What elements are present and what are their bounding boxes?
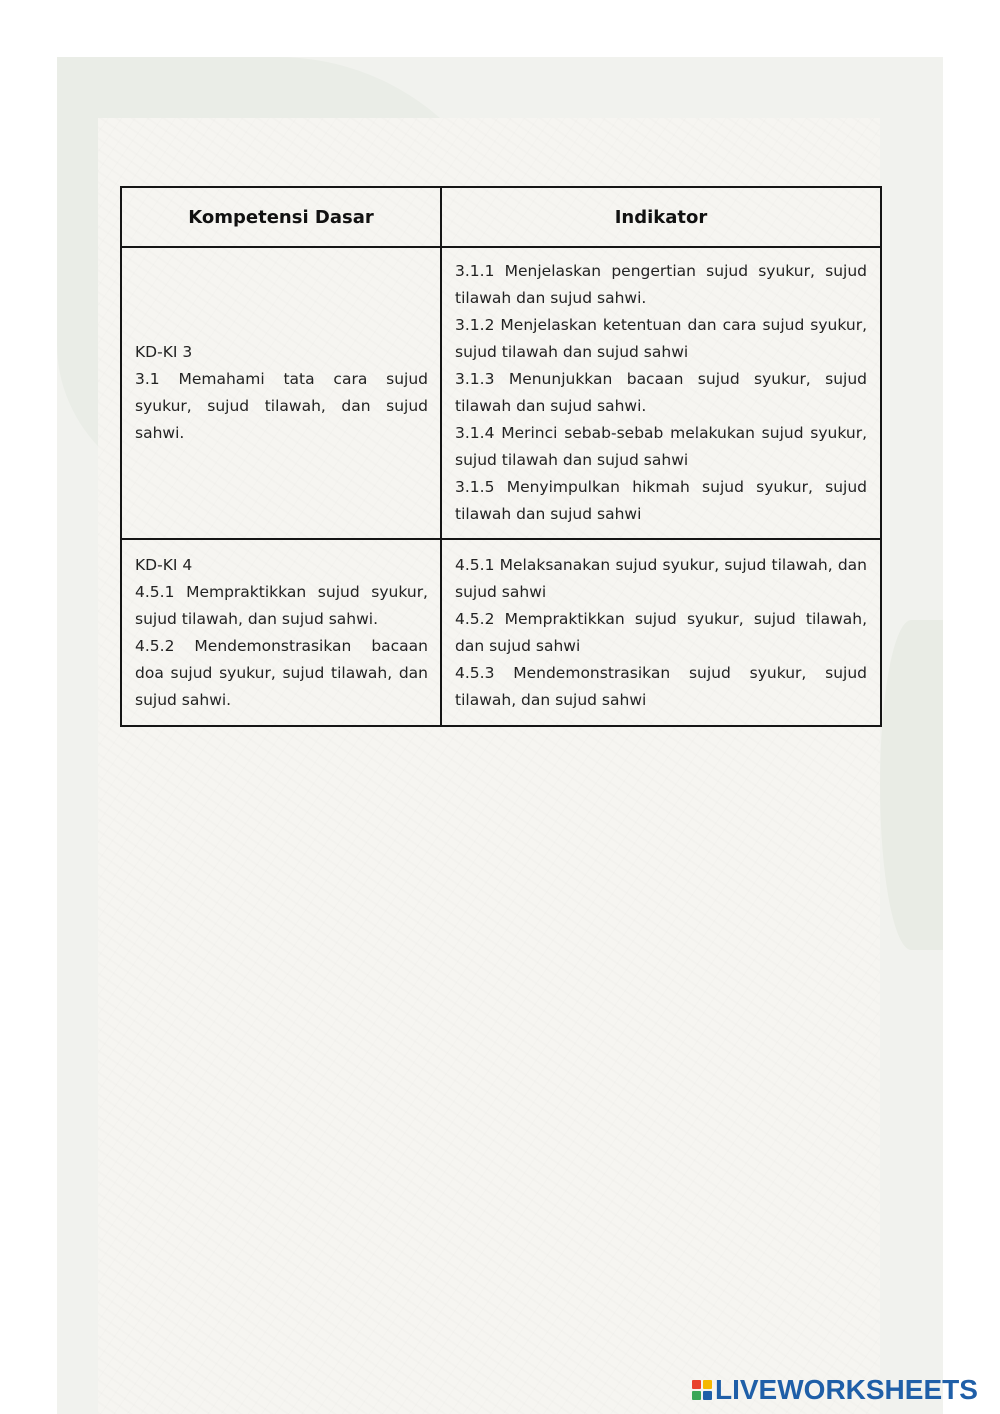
- table-row: [121, 539, 881, 726]
- competency-table: [120, 186, 882, 727]
- indicator-item: 4.5.1 Melaksanakan sujud syukur, sujud tilawah, dan sujud sahwi: [455, 555, 867, 601]
- decorative-blob: [880, 620, 943, 950]
- kd-item: 3.1 Memahami tata cara sujud syukur, sujud tilawah, dan sujud sahwi.: [135, 370, 428, 442]
- logo-square: [692, 1380, 701, 1389]
- logo-square: [703, 1380, 712, 1389]
- header-indikator: Indikator: [441, 187, 881, 247]
- indicator-item: 3.1.4 Merinci sebab-sebab melakukan sujud syukur, sujud tilawah dan sujud sahwi: [455, 424, 867, 469]
- indicator-item: 3.1.3 Menunjukkan bacaan sujud syukur, sujud tilawah dan sujud sahwi.: [455, 370, 867, 415]
- logo-square: [692, 1391, 701, 1400]
- indicator-item: 3.1.1 Menjelaskan pengertian sujud syukur, sujud tilawah dan sujud sahwi.: [455, 262, 867, 307]
- indicator-item: 4.5.3 Mendemonstrasikan sujud syukur, sujud tilawah, dan sujud sahwi: [455, 663, 867, 709]
- kompetensi-cell: [121, 247, 441, 539]
- table-header-row: [121, 187, 881, 247]
- kompetensi-cell: [121, 539, 441, 726]
- logo-grid-icon: [692, 1380, 712, 1400]
- table-row: [121, 247, 881, 539]
- indikator-cell: [441, 539, 881, 726]
- indikator-cell: [441, 247, 881, 539]
- indicator-item: 4.5.2 Mempraktikkan sujud syukur, sujud tilawah, dan sujud sahwi: [455, 609, 867, 655]
- logo-text: LIVEWORKSHEETS: [715, 1374, 978, 1405]
- kd-item: 4.5.2 Mendemonstrasikan bacaan doa sujud syukur, sujud tilawah, dan sujud sahwi.: [135, 636, 428, 709]
- kd-label: KD-KI 3: [135, 343, 193, 361]
- indicator-item: 3.1.2 Menjelaskan ketentuan dan cara sujud syukur, sujud tilawah dan sujud sahwi: [455, 316, 867, 361]
- header-kompetensi-dasar: Kompetensi Dasar: [121, 187, 441, 247]
- kd-label: KD-KI 4: [135, 555, 193, 574]
- kd-item: 4.5.1 Mempraktikkan sujud syukur, sujud tilawah, dan sujud sahwi.: [135, 582, 428, 628]
- liveworksheets-logo: [692, 1374, 978, 1406]
- indicator-item: 3.1.5 Menyimpulkan hikmah sujud syukur, sujud tilawah dan sujud sahwi: [455, 478, 867, 523]
- logo-square: [703, 1391, 712, 1400]
